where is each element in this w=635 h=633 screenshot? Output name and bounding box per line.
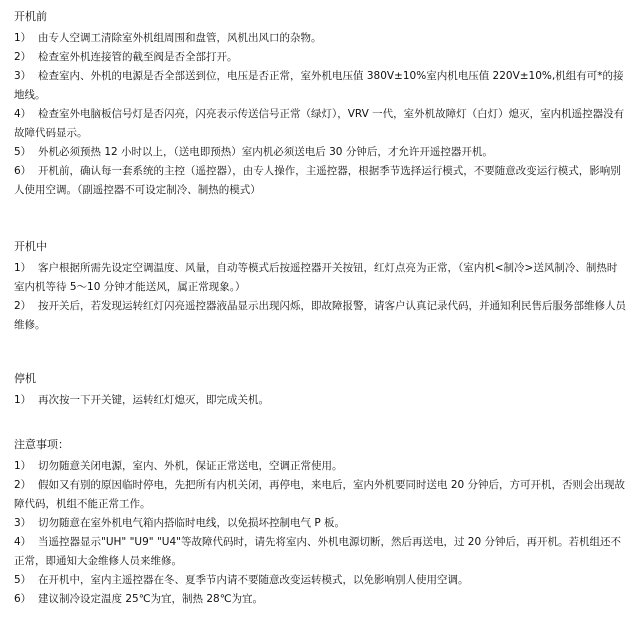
list-item: 6） 建议制冷设定温度 25℃为宜，制热 28℃为宜。 <box>14 593 263 605</box>
list-item: 3） 切勿随意在室外机电气箱内搭临时电线，以免损坏控制电气 P 板。 <box>14 517 346 529</box>
section-notes <box>14 437 626 609</box>
list-item: 4） 检查室外电脑板信号灯是否闪亮，闪亮表示传送信号正常（绿灯），VRV 一代，室外机故障灯（白灯）熄灭，室内机遥控器没有故障代码显示。 <box>14 108 625 139</box>
list-item: 1） 由专人空调工清除室外机组周围和盘管，风机出风口的杂物。 <box>14 32 322 44</box>
section-title: 注意事项： <box>14 438 69 451</box>
section-title: 开机中 <box>14 240 47 253</box>
list-item: 6） 开机前，确认每一套系统的主控（遥控器），由专人操作，主遥控器，根据季节选择运行模式，不要随意改变运行模式，影响别人使用空调。（副遥控器不可设定制冷、制热的模式） <box>14 165 621 196</box>
section-during-run <box>14 239 626 335</box>
list-item: 2） 检查室外机连接管的截至阀是否全部打开。 <box>14 51 238 63</box>
list-item: 1） 切勿随意关闭电源，室内、外机，保证正常送电，空调正常使用。 <box>14 460 343 472</box>
section-shutdown <box>14 371 626 410</box>
list-item: 4） 当遥控器显示"UH" "U9" "U4"等故障代码时，请先将室内、外机电源切断，然后再送电，过 20 分钟后，再开机。若机组还不正常，即通知大金维修人员来维修。 <box>14 536 621 567</box>
list-item: 3） 检查室内、外机的电源是否全部送到位，电压是否正常，室外机电压值 380V±10%室内机电压值 220V±10%,机组有可*的接地线。 <box>14 70 624 101</box>
list-item: 1） 再次按一下开关键，运转红灯熄灭，即完成关机。 <box>14 394 269 406</box>
list-item: 1） 客户根据所需先设定空调温度、风量，自动等模式后按遥控器开关按钮，红灯点亮为正常，（室内机<制冷>送风制冷、制热时室内机等待 5～10 分钟才能送风，属正常现象。） <box>14 262 618 293</box>
list-item: 5） 在开机中，室内主遥控器在冬、夏季节内请不要随意改变运转模式，以免影响别人使用空调。 <box>14 574 469 586</box>
list-item: 2） 按开关后，若发现运转红灯闪亮遥控器液晶显示出现闪烁，即故障报警，请客户认真记录代码，并通知利民售后服务部维修人员维修。 <box>14 300 626 331</box>
section-before-start <box>14 9 626 200</box>
section-title: 开机前 <box>14 10 47 23</box>
list-item: 2） 假如又有别的原因临时停电，先把所有内机关闭，再停电，来电后，室内外机要同时送电 20 分钟后，方可开机，否则会出现故障代码，机组不能正常工作。 <box>14 479 626 510</box>
list-item: 5） 外机必须预热 12 小时以上，（送电即预热）室内机必须送电后 30 分钟后，才允许开遥控器开机。 <box>14 146 493 158</box>
section-title: 停机 <box>14 372 36 385</box>
